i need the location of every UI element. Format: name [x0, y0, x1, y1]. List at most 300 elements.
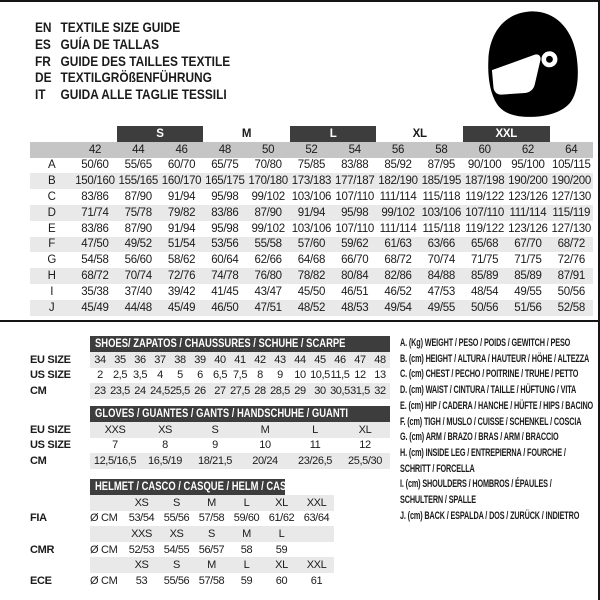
helmet-size-cell: XL	[275, 559, 288, 572]
helmet-values	[90, 542, 299, 558]
language-title: GUÍA DE TALLAS	[60, 35, 160, 52]
language-code: IT	[35, 86, 46, 103]
shoes-table-title: SHOES/ ZAPATOS / CHAUSSURES / SCHUHE / SCARPE	[90, 336, 390, 352]
measurement-cell: 115/119	[550, 205, 593, 221]
measurement-cell: 50/56	[557, 285, 585, 298]
helmet-size-labels	[90, 557, 334, 573]
measurement-cell: 64/68	[297, 254, 326, 267]
measurement-cell: 75/85	[297, 159, 326, 172]
helmet-standard-label: FIA	[30, 512, 47, 525]
gloves-table-rows	[30, 422, 390, 469]
measurement-cell: 50/60	[81, 159, 109, 172]
numeric-size-cell: 58	[420, 142, 463, 158]
helmet-value-cell: 61/62	[268, 512, 295, 525]
measurement-cell: 46/51	[341, 285, 369, 298]
measurement-cell: 119/122	[465, 222, 504, 235]
measurement-cell: 115/118	[422, 222, 461, 235]
measurement-cell: 91/94	[167, 191, 196, 204]
shoes-value-cell: 32	[374, 384, 386, 397]
row-letter-cell: F	[30, 237, 73, 253]
measurement-row	[30, 173, 593, 189]
measurement-cell: 119/122	[465, 191, 504, 204]
helmet-size-cell: XXL	[306, 496, 327, 509]
helmet-value-cell: 57/58	[198, 512, 225, 525]
measurement-cell: 51/56	[506, 300, 549, 316]
measurement-cell: 155/165	[118, 175, 158, 188]
helmet-value-cell: 54/55	[163, 543, 190, 556]
shoes-value-cell: 24,5	[150, 384, 170, 397]
shoes-value-cell: 35	[114, 353, 126, 366]
helmet-value-cell: 61	[310, 574, 323, 587]
measurement-cell: 48/53	[333, 300, 376, 316]
legend-line: H. (cm) INSIDE LEG / ENTREPIERNA / FOURCHE /	[400, 446, 566, 459]
shoes-row-label: EU SIZE	[30, 353, 71, 366]
shoes-row-values	[90, 368, 390, 384]
measurement-cell: 78/82	[290, 268, 333, 284]
gloves-value-cell: 25,5/30	[348, 454, 382, 467]
helmet-size-cell: M	[242, 527, 251, 540]
measurement-cell: 68/72	[384, 254, 412, 267]
gloves-value-cell: 9	[212, 439, 218, 452]
measurement-cell: 107/110	[335, 191, 375, 204]
measurement-cell: 85/89	[463, 268, 506, 284]
numeric-size-cell: 50	[246, 142, 289, 158]
measurement-cell: 71/75	[514, 254, 542, 267]
helmet-value-cell: 55/56	[163, 512, 190, 525]
gloves-value-cell: S	[211, 423, 219, 436]
shoes-value-cell: 27,5	[230, 384, 250, 397]
measurement-cell: 60/64	[211, 254, 239, 267]
legend-line: E. (cm) HIP / CADERA / HANCHE / HÜFTE / HIPS / BACINO	[400, 399, 594, 412]
legend-line: SCHULTERN / SPALLE	[400, 494, 477, 507]
measurement-cell: 60/70	[167, 159, 196, 172]
shoes-value-cell: 43	[274, 353, 286, 366]
measurement-cell: 55/58	[246, 237, 289, 253]
shoes-value-cell: 3,5	[132, 369, 148, 382]
measurement-cell: 95/98	[211, 191, 239, 204]
language-line	[35, 36, 230, 53]
row-letter-cell: G	[47, 254, 56, 267]
measurement-cell: 115/118	[422, 191, 461, 204]
measurement-cell: 55/65	[124, 159, 152, 172]
helmet-size-cell: S	[173, 559, 180, 572]
shoes-value-cell: 24	[134, 384, 146, 397]
helmet-size-cell: XXL	[306, 559, 327, 572]
measurement-cell: 45/49	[160, 300, 203, 316]
gloves-value-cell: 7	[112, 439, 118, 452]
legend-line: G. (cm) ARM / BRAZO / BRAS / ARM / BRACCIO	[400, 431, 559, 444]
shoes-size-table	[30, 336, 390, 399]
helmet-values	[90, 511, 334, 527]
measurement-cell: 46/50	[203, 300, 246, 316]
measurement-cell: 67/70	[506, 237, 549, 253]
measurement-cell: 127/130	[551, 222, 592, 235]
shoes-value-cell: 28	[254, 384, 266, 397]
textile-size-table	[30, 126, 593, 316]
gloves-size-table	[30, 406, 390, 469]
row-letter-cell: D	[30, 205, 73, 221]
row-letter-cell: E	[47, 222, 56, 235]
shoes-value-cell: 7,5	[232, 369, 248, 382]
language-code: FR	[35, 52, 51, 69]
size-band-row	[30, 126, 593, 142]
measurement-cell: 49/55	[420, 300, 463, 316]
shoes-value-cell: 34	[94, 353, 106, 366]
shoes-row-values	[90, 352, 390, 368]
legend-line: SCHRITT / FORCELLA	[400, 462, 475, 475]
helmet-size-cell: M	[207, 496, 216, 509]
shoes-row	[30, 383, 390, 399]
measurement-cell: 68/72	[73, 268, 116, 284]
gloves-value-cell: L	[312, 423, 318, 436]
helmet-size-cell: XXS	[131, 527, 152, 540]
size-band-cell: S	[117, 126, 204, 142]
gloves-value-cell: 20/24	[252, 454, 278, 467]
shoes-value-cell: 4	[157, 369, 163, 382]
helmet-size-cell: XS	[134, 559, 149, 572]
measurement-cell: 87/91	[550, 268, 593, 284]
helmet-value-row	[30, 573, 334, 589]
gloves-value-cell: M	[260, 423, 270, 436]
measurement-row	[30, 284, 593, 300]
measurement-cell: 87/90	[124, 222, 152, 235]
gloves-row-label: EU SIZE	[30, 423, 71, 436]
measurement-cell: 68/72	[550, 237, 593, 253]
measurement-cell: 91/94	[290, 205, 333, 221]
racing-helmet-icon	[455, 4, 595, 118]
shoes-value-cell: 5	[177, 369, 183, 382]
shoes-value-cell: 40	[214, 353, 226, 366]
measurement-cell: 80/84	[333, 268, 376, 284]
measurement-cell: 56/60	[124, 254, 152, 267]
measurement-cell: 49/55	[514, 285, 542, 298]
helmet-size-cell: XS	[169, 527, 184, 540]
measurement-cell: 63/66	[420, 237, 463, 253]
shoes-value-cell: 6	[197, 369, 203, 382]
measurement-cell: 39/42	[167, 285, 196, 298]
measurement-legend	[400, 336, 593, 524]
language-code: EN	[35, 19, 52, 35]
measurement-cell: 182/190	[378, 175, 418, 188]
measurement-cell: 83/86	[203, 205, 246, 221]
measurement-cell: 170/180	[248, 175, 288, 188]
numeric-sizes-row	[30, 142, 593, 158]
measurement-row	[30, 300, 593, 316]
shoes-value-cell: 30,5	[330, 384, 350, 397]
measurement-cell: 173/183	[291, 175, 332, 188]
language-line	[35, 19, 230, 36]
helmet-values	[90, 573, 334, 589]
gloves-value-cell: 18/21,5	[198, 454, 232, 467]
shoes-value-cell: 23	[94, 384, 106, 397]
language-title: GUIDE DES TAILLES TEXTILE	[60, 52, 231, 69]
numeric-size-cell: 52	[290, 142, 333, 158]
measurement-cell: 83/88	[341, 159, 369, 172]
gloves-value-cell: 11	[309, 439, 321, 452]
helmet-value-cell: 57/58	[198, 574, 225, 587]
measurement-cell: 53/56	[203, 237, 246, 253]
legend-line: B. (cm) HEIGHT / ALTURA / HAUTEUR / HÖHE / ALTEZZA	[400, 352, 590, 365]
helmet-size-cell: S	[208, 527, 215, 540]
measurement-cell: 49/52	[117, 237, 160, 253]
measurement-cell: 49/54	[376, 300, 419, 316]
numeric-size-cell: 42	[73, 142, 116, 158]
gloves-row-label: CM	[30, 454, 47, 467]
measurement-cell: 75/78	[117, 205, 160, 221]
gloves-row-label: US SIZE	[30, 439, 71, 452]
measurement-cell: 127/130	[551, 191, 592, 204]
row-letter-cell: C	[47, 191, 56, 204]
numeric-size-cell: 44	[117, 142, 160, 158]
legend-line: C. (cm) CHEST / PECHO / POITRINE / TRUHE / PETTO	[400, 368, 579, 381]
shoes-value-cell: 9	[277, 369, 283, 382]
shoes-value-cell: 13	[374, 369, 386, 382]
measurement-cell: 37/40	[124, 285, 152, 298]
helmet-standard-label: ECE	[30, 574, 52, 587]
measurement-cell: 160/170	[161, 175, 202, 188]
measurement-cell: 72/76	[557, 254, 585, 267]
helmet-value-row	[30, 542, 334, 558]
gloves-row-values	[90, 453, 390, 469]
shoes-value-cell: 23,5	[110, 384, 130, 397]
measurement-cell: 190/200	[508, 175, 548, 188]
measurement-cell: 44/48	[117, 300, 160, 316]
helmet-value-cell: 58	[240, 543, 253, 556]
helmet-size-cell: L	[243, 559, 250, 572]
measurement-cell: 71/74	[73, 205, 116, 221]
helmet-value-cell: 59	[240, 574, 253, 587]
shoes-value-cell: 36	[134, 353, 146, 366]
shoes-value-cell: 2,5	[112, 369, 128, 382]
measurement-cell: 111/114	[379, 191, 417, 204]
measurement-row	[30, 205, 593, 221]
language-line	[35, 53, 230, 70]
shoes-value-cell: 8	[257, 369, 263, 382]
measurement-cell: 65/75	[211, 159, 239, 172]
measurement-cell: 83/86	[81, 191, 109, 204]
gloves-row	[30, 438, 390, 454]
row-letter-cell: J	[30, 300, 73, 316]
helmet-size-cell: L	[243, 496, 250, 509]
shoes-value-cell: 41	[234, 353, 246, 366]
measurement-cell: 45/49	[73, 300, 116, 316]
shoes-value-cell: 42	[254, 353, 266, 366]
measurement-cell: 187/198	[464, 175, 505, 188]
gloves-row	[30, 422, 390, 438]
measurement-cell: 123/126	[508, 191, 548, 204]
measurement-cell: 90/100	[467, 159, 502, 172]
measurement-cell: 107/110	[463, 205, 506, 221]
helmet-size-row	[30, 557, 334, 573]
measurement-cell: 51/54	[160, 237, 203, 253]
measurement-cell: 190/200	[551, 175, 592, 188]
helmet-value-cell: 55/56	[163, 574, 190, 587]
measurement-cell: 70/80	[254, 159, 282, 172]
size-band-cell: M	[241, 127, 252, 140]
helmet-standard-label: CMR	[30, 543, 55, 556]
row-letter-cell: A	[47, 159, 56, 172]
gloves-value-cell: 16,5/19	[148, 454, 182, 467]
shoes-row-label: CM	[30, 384, 47, 397]
helmet-size-labels	[90, 495, 334, 511]
shoes-value-cell: 12	[354, 369, 366, 382]
gloves-value-cell: 23/26,5	[298, 454, 332, 467]
size-band-cell: XL	[412, 127, 427, 140]
helmet-table-rows	[30, 495, 334, 589]
measurement-cell: 177/187	[334, 175, 375, 188]
shoes-value-cell: 10	[294, 369, 306, 382]
language-line	[35, 69, 230, 86]
gloves-row-values	[90, 422, 390, 438]
helmet-size-cell: XS	[134, 496, 149, 509]
measurement-cell: 74/78	[203, 268, 246, 284]
numeric-size-cell: 62	[506, 142, 549, 158]
gloves-value-cell: 12,5/16,5	[93, 454, 137, 467]
legend-line: F. (cm) TIGH / MUSLO / CUISSE / SCHENKEL / COSCIA	[400, 415, 582, 428]
shoes-value-cell: 6,5	[212, 369, 228, 382]
measurement-cell: 123/126	[508, 222, 548, 235]
measurement-cell: 84/88	[420, 268, 463, 284]
measurement-cell: 95/98	[211, 222, 239, 235]
measurement-cell: 58/62	[167, 254, 196, 267]
helmet-value-cell: 63/64	[303, 512, 330, 525]
shoes-value-cell: 26	[194, 384, 206, 397]
measurement-cell: 111/114	[506, 205, 549, 221]
row-letter-cell: I	[50, 285, 54, 298]
helmet-unit-label: Ø CM	[90, 512, 118, 525]
shoes-row-label: US SIZE	[30, 369, 71, 382]
measurement-cell: 150/160	[75, 175, 115, 188]
helmet-value-cell: 56/57	[198, 543, 225, 556]
measurement-cell: 41/45	[211, 285, 239, 298]
measurement-cell: 52/58	[550, 300, 593, 316]
numeric-size-cell: 56	[376, 142, 419, 158]
measurement-cell: 47/51	[246, 300, 289, 316]
gloves-value-cell: 10	[259, 439, 271, 452]
measurement-cell: 79/82	[160, 205, 203, 221]
measurement-cell: 45/50	[297, 285, 326, 298]
helmet-value-cell: 59/60	[233, 512, 260, 525]
measurement-row	[30, 189, 593, 205]
language-code: DE	[35, 69, 52, 86]
helmet-value-cell: 59	[275, 543, 288, 556]
gloves-value-cell: 12	[359, 439, 371, 452]
shoes-value-cell: 10,5	[310, 369, 330, 382]
language-title: GUIDA ALLE TAGLIE TESSILI	[60, 86, 227, 103]
helmet-size-table	[30, 479, 334, 589]
shoes-value-cell: 46	[334, 353, 346, 366]
shoes-value-cell: 31,5	[350, 384, 370, 397]
measurement-cell: 70/74	[117, 268, 160, 284]
measurement-cell: 59/62	[333, 237, 376, 253]
shoes-value-cell: 30	[314, 384, 326, 397]
helmet-size-cell: L	[278, 527, 285, 540]
helmet-size-labels	[90, 526, 334, 542]
measurement-cell: 185/195	[421, 175, 462, 188]
measurement-cell: 76/80	[246, 268, 289, 284]
measurement-cell: 99/102	[251, 191, 285, 204]
measurement-cell: 62/66	[254, 254, 282, 267]
shoes-row-values	[90, 383, 390, 399]
measurement-cell: 95/100	[511, 159, 545, 172]
numeric-size-cell: 54	[333, 142, 376, 158]
measurement-cell: 70/74	[427, 254, 455, 267]
helmet-size-cell: XL	[275, 496, 288, 509]
measurement-row	[30, 237, 593, 253]
measurement-cell: 107/110	[335, 222, 375, 235]
measurement-cell: 54/58	[81, 254, 109, 267]
measurement-cell: 165/175	[205, 175, 245, 188]
size-band-cell	[550, 126, 593, 142]
measurement-cell: 47/53	[427, 285, 455, 298]
numeric-size-cell: 48	[203, 142, 246, 158]
helmet-value-cell: 52/53	[128, 543, 155, 556]
shoes-value-cell: 28,5	[270, 384, 290, 397]
language-title: TEXTILGRÖßENFÜHRUNG	[60, 69, 212, 86]
shoes-value-cell: 44	[294, 353, 306, 366]
helmet-size-cell: S	[173, 496, 180, 509]
letter-spacer-cell	[30, 142, 73, 158]
measurement-cell: 61/63	[376, 237, 419, 253]
measurement-cell: 35/38	[81, 285, 109, 298]
measurement-cell: 57/60	[290, 237, 333, 253]
gloves-value-cell: 8	[162, 439, 168, 452]
measurement-cell: 83/86	[81, 222, 109, 235]
shoes-value-cell: 38	[174, 353, 186, 366]
numeric-size-cell: 46	[160, 142, 203, 158]
language-title-list	[35, 19, 230, 103]
helmet-size-cell: M	[207, 559, 216, 572]
measurement-cell: 43/47	[254, 285, 282, 298]
measurement-cell: 65/68	[463, 237, 506, 253]
measurement-cell: 87/90	[124, 191, 152, 204]
row-letter-cell: H	[30, 268, 73, 284]
shoes-value-cell: 27	[214, 384, 226, 397]
legend-line: J. (cm) BACK / ESPALDA / DOS / ZURÜCK / INDIETRO	[400, 509, 580, 522]
measurement-row	[30, 252, 593, 268]
shoes-value-cell: 11,5	[330, 369, 350, 382]
measurement-cell: 95/98	[333, 205, 376, 221]
shoes-value-cell: 47	[354, 353, 366, 366]
measurement-cell: 99/102	[376, 205, 419, 221]
measurement-cell: 46/52	[384, 285, 412, 298]
measurement-cell: 111/114	[379, 222, 417, 235]
measurement-cell: 99/102	[251, 222, 285, 235]
helmet-table-title: HELMET / CASCO / CASQUE / HELM / CASCO	[90, 479, 285, 495]
gloves-value-cell: XS	[158, 423, 172, 436]
helmet-size-row	[30, 526, 334, 542]
measurement-cell: 105/115	[551, 159, 591, 172]
measurement-cell: 66/70	[341, 254, 369, 267]
numeric-size-cell: 64	[550, 142, 593, 158]
shoes-value-cell: 37	[154, 353, 166, 366]
shoes-value-cell: 45	[314, 353, 326, 366]
shoes-value-cell: 48	[374, 353, 386, 366]
size-band-cell: L	[290, 126, 377, 142]
section-divider	[0, 320, 600, 322]
measurement-cell: 91/94	[167, 222, 196, 235]
helmet-value-row	[30, 511, 334, 527]
shoes-value-cell: 29	[294, 384, 306, 397]
measurement-cell: 50/56	[463, 300, 506, 316]
helmet-value-cell: 60	[275, 574, 288, 587]
measurement-cell: 82/86	[376, 268, 419, 284]
measurement-cell: 48/54	[470, 285, 499, 298]
gloves-value-cell: XL	[358, 423, 372, 436]
gloves-row	[30, 453, 390, 469]
gloves-value-cell: XXS	[104, 423, 126, 436]
legend-line: A. (Kg) WEIGHT / PESO / POIDS / GEWITCH / PESO	[400, 337, 571, 349]
